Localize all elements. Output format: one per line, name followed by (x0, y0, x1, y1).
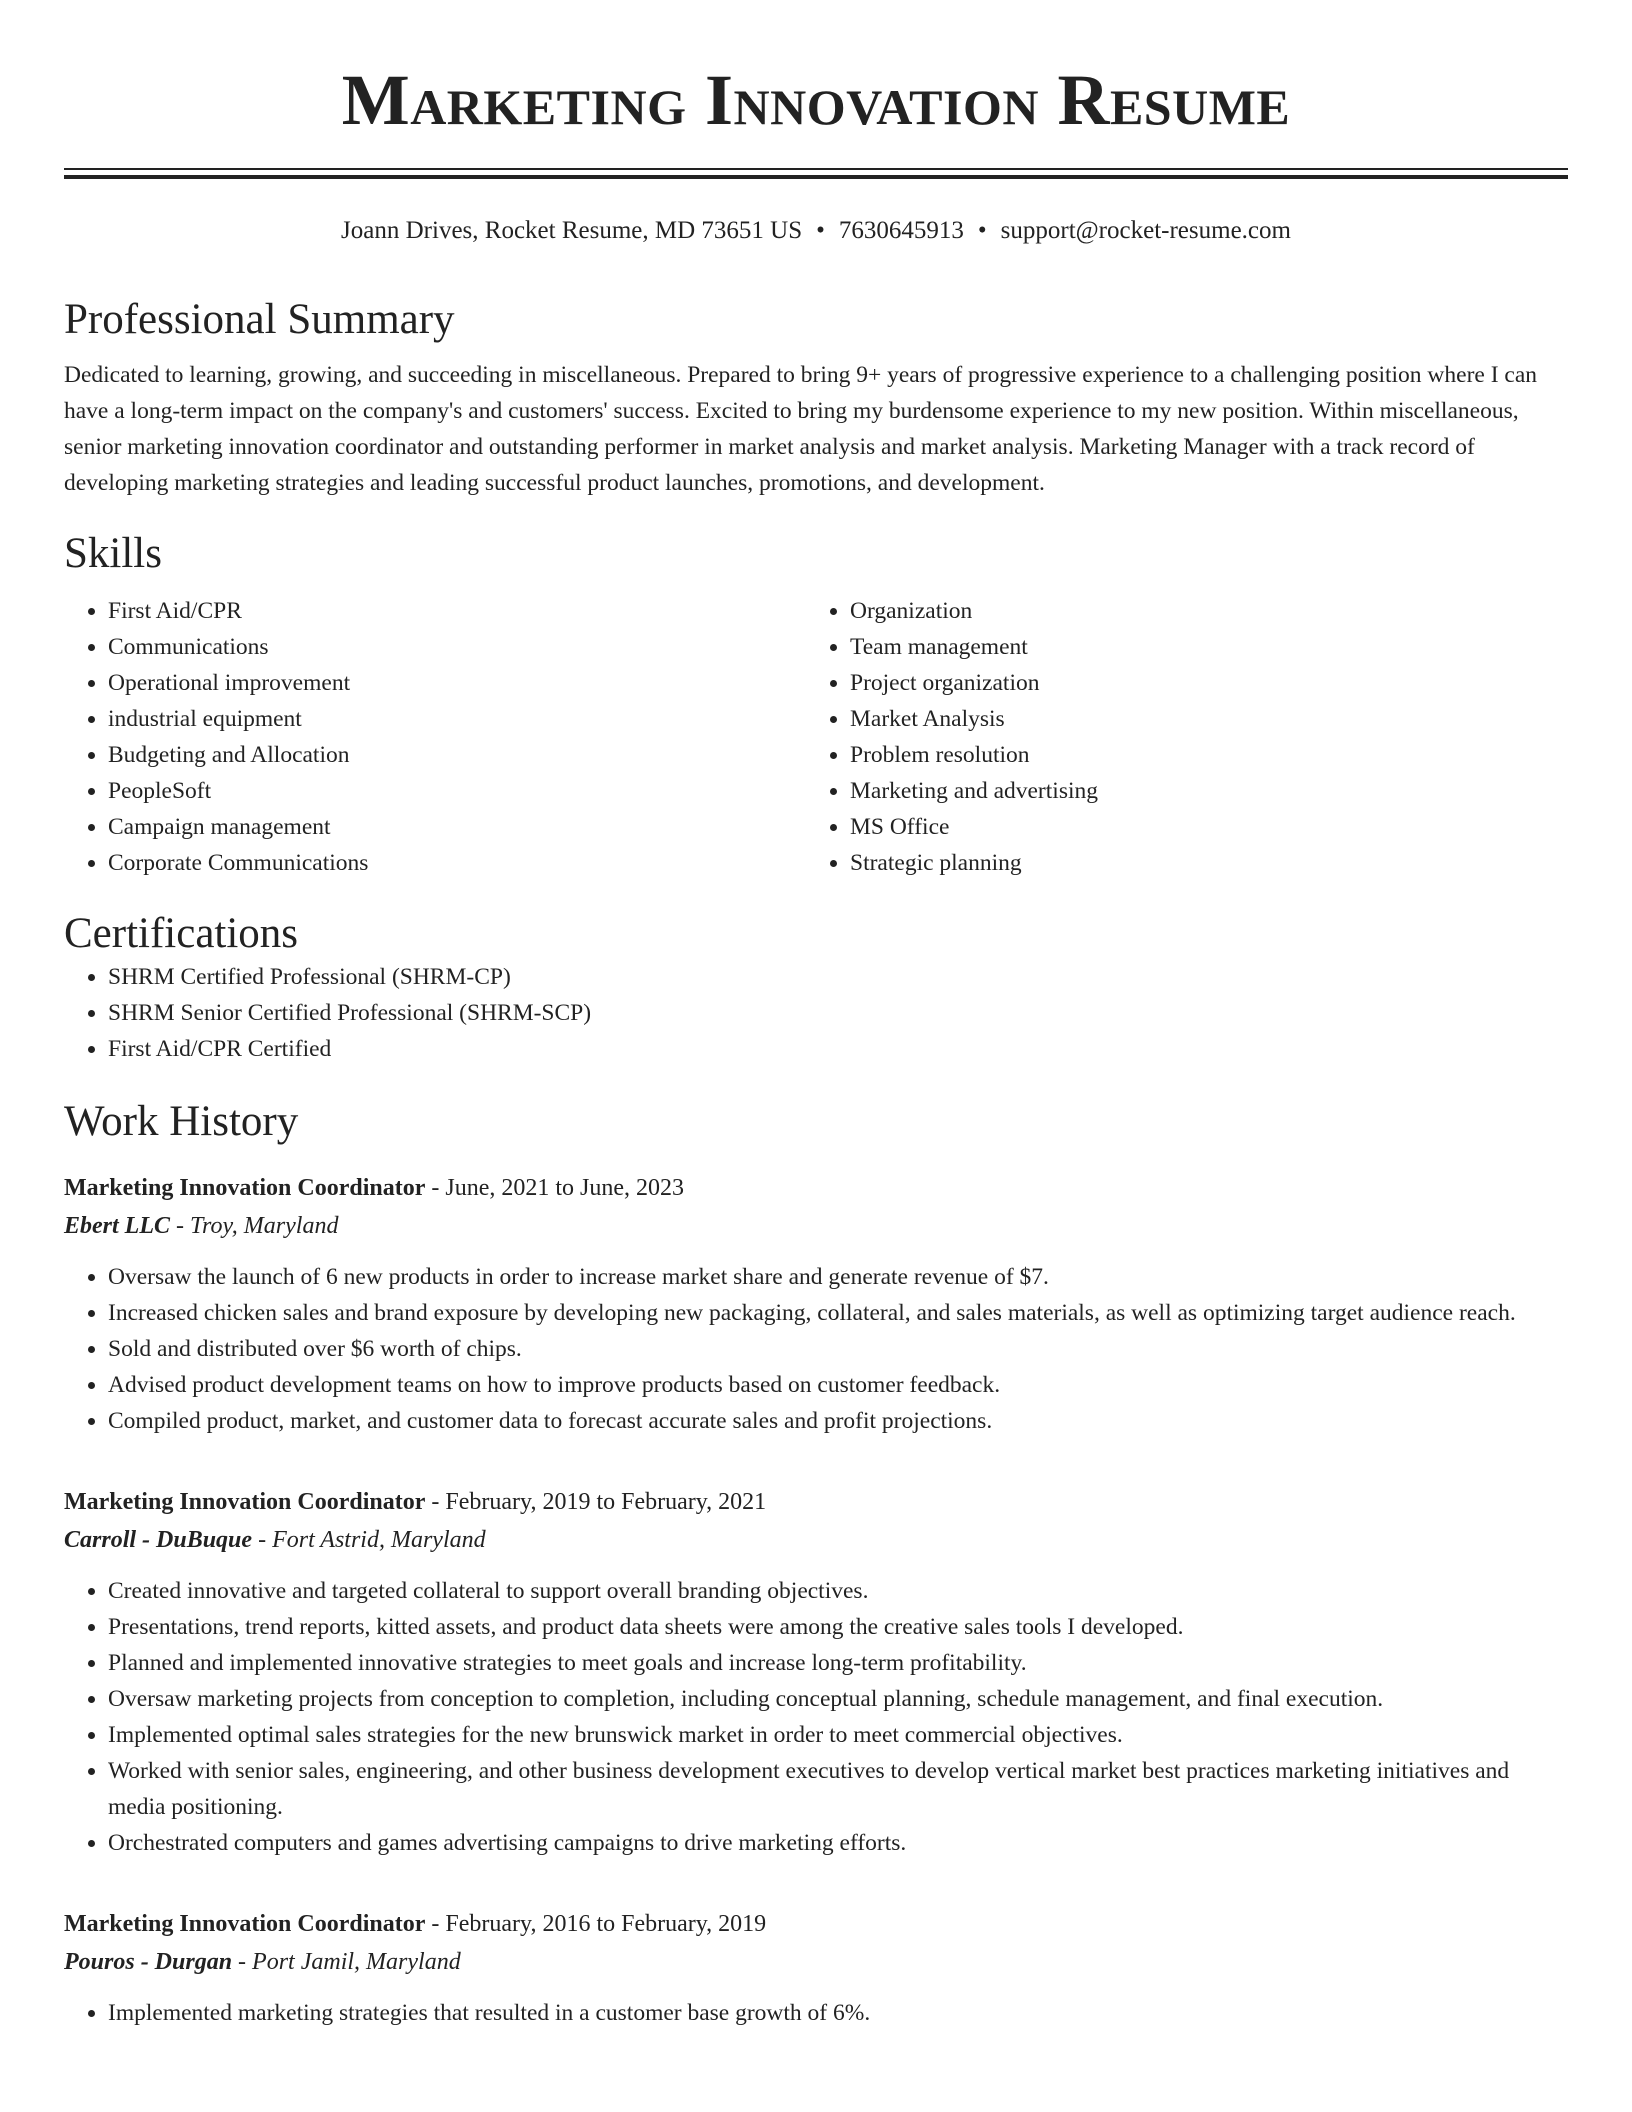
job-bullet: • Sold and distributed over $6 worth of chips. (108, 1331, 1568, 1367)
job-bullet: • Planned and implemented innovative strategies to meet goals and increase long-term profitability. (108, 1645, 1568, 1681)
job-employer: Pouros - Durgan - Port Jamil, Maryland (64, 1949, 461, 1975)
work-history-section (64, 1097, 1568, 2031)
skill-item: • Campaign management (108, 809, 806, 845)
skill-item: • Budgeting and Allocation (108, 737, 806, 773)
job-entry (64, 1169, 1568, 1439)
job-bullet: • Implemented marketing strategies that resulted in a customer base growth of 6%. (108, 1995, 1568, 2031)
section-heading: Certifications (64, 910, 299, 957)
job-dates: February, 2016 to February, 2019 (445, 1911, 767, 1937)
skill-item: • Team management (850, 629, 1548, 665)
skill-item: • Operational improvement (108, 665, 806, 701)
skill-item: • Marketing and advertising (850, 773, 1548, 809)
skill-item: • Problem resolution (850, 737, 1548, 773)
skill-item: • MS Office (850, 809, 1548, 845)
job-bullets (64, 1259, 1568, 1439)
job-entry (64, 1483, 1568, 1861)
contact-separator: • (816, 217, 825, 244)
job-bullet: • Created innovative and targeted collateral to support overall branding objectives. (108, 1573, 1568, 1609)
certification-item: • SHRM Senior Certified Professional (SHRM-SCP) (108, 995, 1568, 1031)
certification-item: • First Aid/CPR Certified (108, 1031, 1568, 1067)
job-bullet: • Compiled product, market, and customer data to forecast accurate sales and profit projections. (108, 1403, 1568, 1439)
skill-item: • Organization (850, 593, 1548, 629)
resume-title: Marketing Innovation Resume (341, 60, 1291, 140)
skill-item: • Corporate Communications (108, 845, 806, 881)
summary-text: Dedicated to learning, growing, and succeeding in miscellaneous. Prepared to bring 9+ years of progressive experience to a challenging position where I can have a long-term impact on the company's and customers' success. Excited to bring my burdensome experience to my new position. Within miscellaneous, senior marketing innovation coordinator and outstanding performer in market analysis and market analysis. Marketing Manager with a track record of developing marketing strategies and leading successful product launches, promotions, and development. (64, 362, 1538, 496)
contact-line (64, 215, 1568, 247)
job-bullet: • Implemented optimal sales strategies for the new brunswick market in order to meet commercial objectives. (108, 1717, 1568, 1753)
skills-list-left (64, 593, 806, 881)
contact-email: support@rocket-resume.com (1000, 217, 1291, 244)
job-location: Fort Astrid, Maryland (272, 1527, 486, 1553)
contact-separator: • (977, 217, 987, 244)
certifications-list (64, 959, 1568, 1067)
professional-summary-section (64, 295, 1568, 501)
job-header: Marketing Innovation Coordinator - February, 2019 to February, 2021 (64, 1489, 767, 1515)
skill-item: • Project organization (850, 665, 1548, 701)
job-dates: June, 2021 to June, 2023 (445, 1175, 685, 1201)
job-title: Marketing Innovation Coordinator (64, 1175, 426, 1201)
job-bullet: • Increased chicken sales and brand exposure by developing new packaging, collateral, and sales materials, as well as optimizing target audience reach. (108, 1295, 1568, 1331)
job-company: Ebert LLC (64, 1213, 170, 1239)
skill-item: • Communications (108, 629, 806, 665)
job-title: Marketing Innovation Coordinator (64, 1911, 426, 1937)
job-header: Marketing Innovation Coordinator - February, 2016 to February, 2019 (64, 1911, 767, 1937)
job-bullet: • Oversaw marketing projects from conception to completion, including conceptual planning, schedule management, and final execution. (108, 1681, 1568, 1717)
job-header: Marketing Innovation Coordinator - June, 2021 to June, 2023 (64, 1175, 685, 1201)
title-rule-thick (64, 175, 1568, 179)
job-bullet: • Worked with senior sales, engineering, and other business development executives to develop vertical market best practices marketing initiatives and media positioning. (108, 1753, 1568, 1825)
job-employer: Carroll - DuBuque - Fort Astrid, Maryland (64, 1527, 486, 1553)
skill-item: • Market Analysis (850, 701, 1548, 737)
job-bullet: • Orchestrated computers and games advertising campaigns to drive marketing efforts. (108, 1825, 1568, 1861)
certifications-section (64, 909, 1568, 1067)
job-bullet: • Oversaw the launch of 6 new products in order to increase market share and generate revenue of $7. (108, 1259, 1568, 1295)
job-company: Pouros - Durgan (64, 1949, 233, 1975)
section-heading: Work History (64, 1098, 299, 1145)
section-heading: Professional Summary (64, 296, 455, 343)
section-heading: Skills (64, 530, 162, 577)
skill-item: • Strategic planning (850, 845, 1548, 881)
job-dates: February, 2019 to February, 2021 (445, 1489, 767, 1515)
job-company: Carroll - DuBuque (64, 1527, 253, 1553)
job-bullets (64, 1995, 1568, 2031)
job-location: Troy, Maryland (190, 1213, 339, 1239)
title-rule-thin (64, 168, 1568, 170)
contact-address: Joann Drives, Rocket Resume, MD 73651 US (341, 217, 803, 244)
job-employer: Ebert LLC - Troy, Maryland (64, 1213, 339, 1239)
job-bullet: • Presentations, trend reports, kitted assets, and product data sheets were among the creative sales tools I developed. (108, 1609, 1568, 1645)
job-bullets (64, 1573, 1568, 1861)
skill-item: • First Aid/CPR (108, 593, 806, 629)
certification-item: • SHRM Certified Professional (SHRM-CP) (108, 959, 1568, 995)
job-bullet: • Advised product development teams on how to improve products based on customer feedback. (108, 1367, 1568, 1403)
job-entry (64, 1905, 1568, 2031)
job-title: Marketing Innovation Coordinator (64, 1489, 426, 1515)
skills-section (64, 529, 1568, 881)
skill-item: • PeopleSoft (108, 773, 806, 809)
skills-columns (64, 593, 1568, 881)
skill-item: • industrial equipment (108, 701, 806, 737)
skills-list-right (806, 593, 1548, 881)
job-location: Port Jamil, Maryland (252, 1949, 461, 1975)
contact-phone: 7630645913 (838, 217, 964, 244)
